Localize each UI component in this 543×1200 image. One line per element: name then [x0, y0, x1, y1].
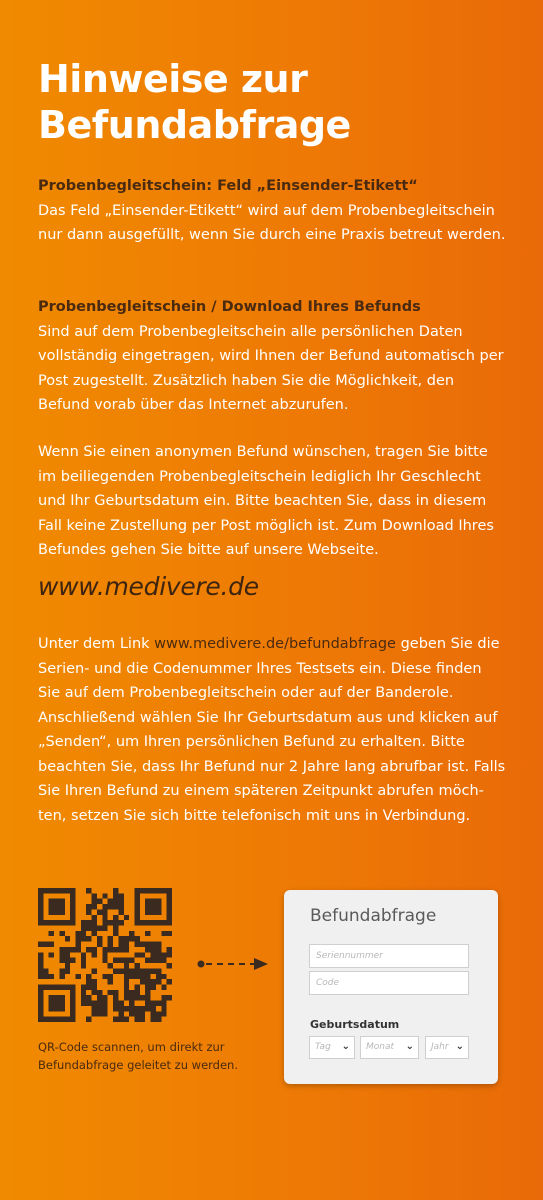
- birthdate-label: Geburtsdatum: [310, 1018, 400, 1031]
- chevron-down-icon: ⌄: [455, 1041, 464, 1052]
- section-heading: Probenbegleitschein: Feld „Einsender-Etikett“: [38, 178, 418, 194]
- month-select-value: Monat: [366, 1042, 395, 1052]
- section-instructions: [38, 632, 508, 828]
- chevron-down-icon: ⌄: [405, 1041, 414, 1052]
- form-title: Befundabfrage: [310, 906, 437, 926]
- section-einsender-etikett: [38, 174, 508, 248]
- serial-number-input[interactable]: Seriennummer: [309, 944, 469, 968]
- page-title: [38, 56, 508, 148]
- qr-code-icon[interactable]: [38, 888, 172, 1022]
- title-line-2: Befundabfrage: [38, 103, 351, 147]
- section-heading: Probenbegleitschein / Download Ihres Befunds: [38, 299, 421, 315]
- section-body: [38, 632, 508, 828]
- dashed-arrow-right-icon: [196, 954, 270, 974]
- qr-caption: QR-Code scannen, um direkt zur Befundabfrage geleitet zu werden.: [38, 1040, 238, 1072]
- section-body: Das Feld „Einsender-Etikett“ wird auf dem Probenbegleitschein nur dann ausgefüllt, wenn Sie durch eine Praxis betreut werden.: [38, 202, 506, 243]
- section-body: Sind auf dem Probenbegleitschein alle persönlichen Daten vollständig eingetragen, wird Ihnen der Befund automatisch per Post zugestellt. Zusätzlich haben Sie die Möglichkeit, den Befund vorab über das Internet abzurufen.: [38, 323, 504, 413]
- title-line-1: Hinweise zur: [38, 57, 308, 101]
- year-select[interactable]: [425, 1036, 469, 1059]
- website-url[interactable]: www.medivere.de: [38, 572, 259, 601]
- befundabfrage-link[interactable]: www.medivere.de/befundabfrage: [154, 636, 396, 652]
- day-select-value: Tag: [315, 1042, 331, 1052]
- befundabfrage-form: [284, 890, 498, 1084]
- instructions-rest: geben Sie die Serien- und die Codenummer Ihres Testsets ein. Diese finden Sie auf dem Probenbegleitschein oder auf der Banderole. Anschließend wählen Sie Ihr Geburtsdatum aus und klicken auf „Senden“, um Ihren persönlichen Befund zu erhalten. Bitte beachten Sie, dass Ihr Befund nur 2 Jahre lang abrufbar ist. Falls Sie Ihren Befund zu einem späteren Zeitpunkt abrufen möch-ten, setzen Sie sich bitte telefonisch mit uns in Verbindung.: [38, 636, 506, 824]
- instructions-prefix: Unter dem Link: [38, 636, 155, 652]
- section-download: [38, 295, 508, 418]
- section-body: Wenn Sie einen anonymen Befund wünschen, tragen Sie bitte im beiliegenden Probenbegleitschein lediglich Ihr Geschlecht und Ihr Geburtsdatum ein. Bitte beachten Sie, dass in diesem Fall keine Zustellung per Post möglich ist. Zum Download Ihres Befundes gehen Sie bitte auf unsere Webseite.: [38, 444, 494, 558]
- year-select-value: Jahr: [431, 1042, 449, 1052]
- chevron-down-icon: ⌄: [341, 1041, 350, 1052]
- day-select[interactable]: [309, 1036, 355, 1059]
- section-anonymous: [38, 440, 508, 563]
- month-select[interactable]: [360, 1036, 419, 1059]
- code-input[interactable]: Code: [309, 971, 469, 995]
